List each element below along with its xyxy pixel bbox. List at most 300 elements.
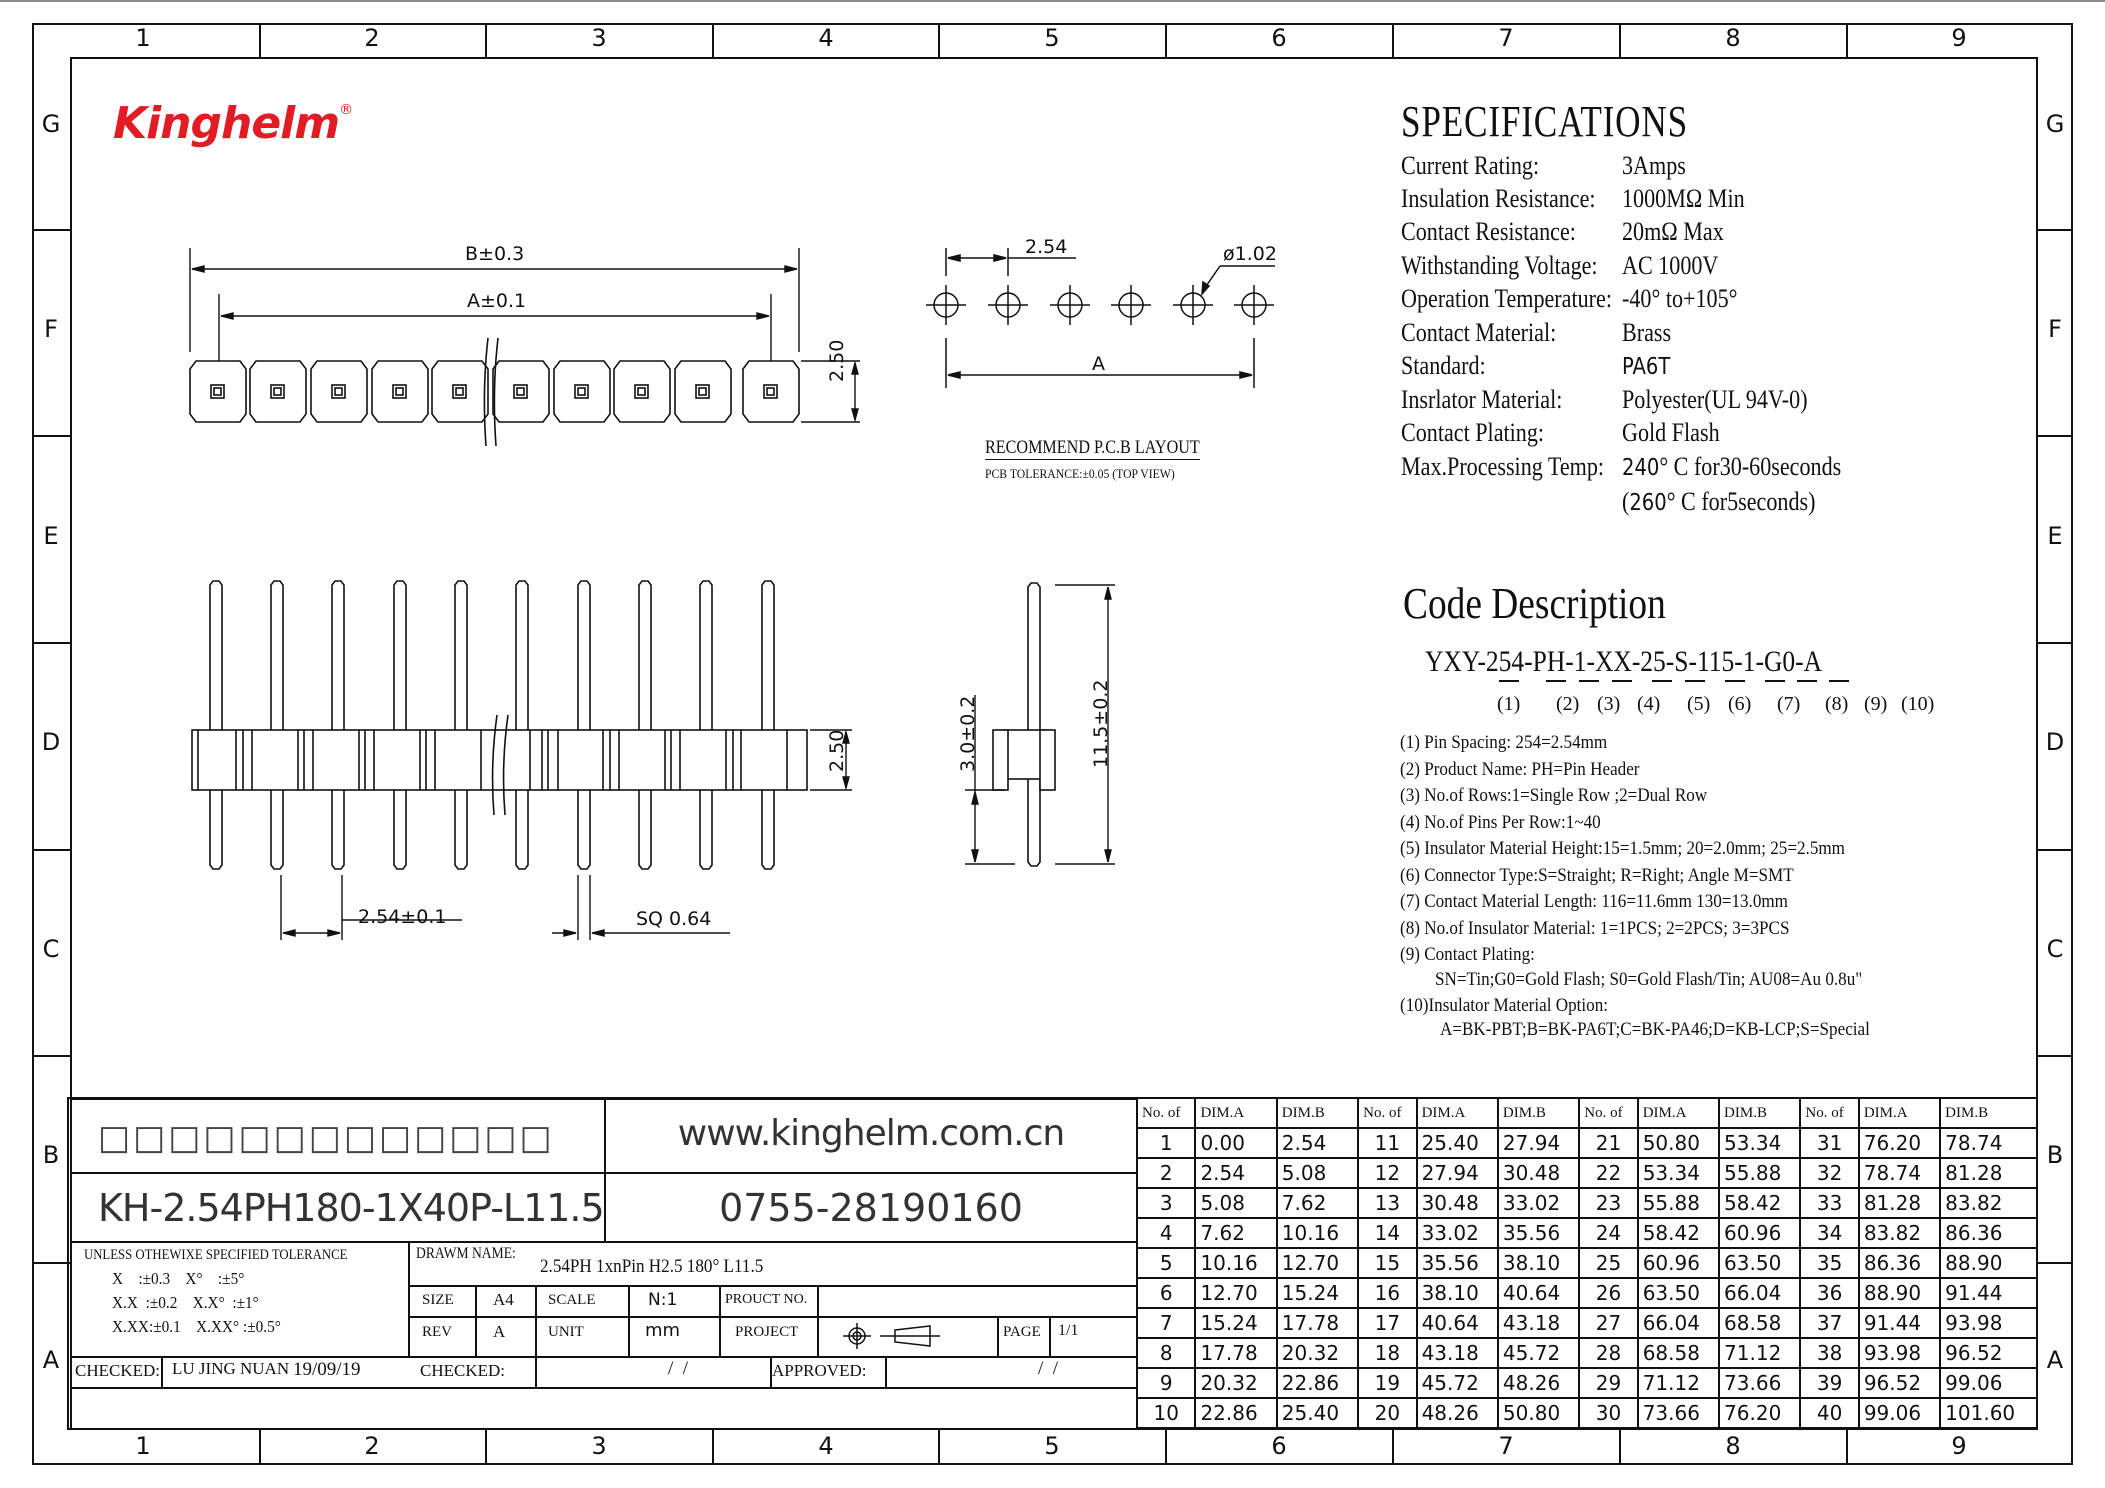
table-row [1137,1338,2037,1368]
dim-b-cell: 43.18 [1498,1308,1579,1338]
spec-value: -40° to+105° [1622,284,1738,313]
dim-b-cell: 76.20 [1719,1398,1800,1428]
zone-row-label: D [41,728,61,756]
dim-a-cell: 73.66 [1638,1398,1719,1428]
code-segment-underline [1652,680,1672,682]
pin-count-cell: 8 [1137,1338,1195,1368]
code-description-title: Code Description [1403,579,1666,628]
third-angle-projection-icon [835,1320,945,1352]
front-view-drawing [180,575,870,945]
dim-a-cell: 40.64 [1417,1308,1498,1338]
dim-b-cell: 20.32 [1277,1338,1358,1368]
product-no-label: PROUCT NO. [725,1292,808,1307]
spec-value-prefix: ( [1622,487,1630,516]
tail-length-label: 3.0±0.2 [957,695,979,772]
pin-count-cell: 33 [1800,1188,1858,1218]
pin-count-cell: 4 [1137,1218,1195,1248]
code-index: (7) [1777,693,1801,715]
spec-value: ° C for30-60seconds [1659,452,1842,481]
code-segment-underline [1725,680,1745,682]
pin-count-cell: 37 [1800,1308,1858,1338]
dim-b-cell: 33.02 [1498,1188,1579,1218]
pin-count-cell: 26 [1579,1278,1637,1308]
divider [408,1285,1138,1287]
divider [885,1356,887,1387]
table-row [1137,1308,2037,1338]
dim-b-cell: 50.80 [1498,1398,1579,1428]
dim-b-cell: 83.82 [1940,1188,2037,1218]
tol-value: ±5° [222,1269,245,1288]
code-desc-line: SN=Tin;G0=Gold Flash; S0=Gold Flash/Tin; AU08=Au 0.8u" [1435,969,1863,990]
dim-a-cell: 93.98 [1859,1338,1940,1368]
spec-label: Contact Material: [1401,318,1557,347]
tol-key: X.XX: [112,1317,154,1336]
dim-b-cell: 63.50 [1719,1248,1800,1278]
col-header-dim-a: DIM.A [1417,1098,1498,1128]
dim-a-cell: 33.02 [1417,1218,1498,1248]
code-desc-line: (1) Pin Spacing: 254=2.54mm [1400,732,1608,753]
part-number: KH-2.54PH180-1X40P-L11.5 [98,1186,604,1230]
divider [628,1285,630,1356]
project-label: PROJECT [735,1324,799,1340]
code-desc-line: (10)Insulator Material Option: [1400,995,1608,1016]
zone-divider [2038,849,2073,851]
dim-b-cell: 48.26 [1498,1368,1579,1398]
pin-count-cell: 34 [1800,1218,1858,1248]
zone-divider [259,23,261,57]
scale-label: SCALE [548,1292,596,1308]
dim-b-cell: 12.70 [1277,1248,1358,1278]
dim-b-cell: 78.74 [1940,1128,2037,1158]
dim-b-cell: 35.56 [1498,1218,1579,1248]
table-row [1137,1158,2037,1188]
drawn-name-label: DRAWM NAME: [416,1245,516,1262]
code-index: (6) [1728,693,1752,715]
zone-col-label: 7 [1498,1432,1514,1460]
spec-value: ° C for5seconds) [1666,487,1816,516]
zone-col-label: 1 [135,24,151,52]
dim-b-cell: 22.86 [1277,1368,1358,1398]
col-header-dim-b: DIM.B [1277,1098,1358,1128]
zone-divider [2038,1055,2073,1057]
tol-value: ±1° [236,1293,259,1312]
checked-date: 19/09/19 [293,1359,361,1380]
spec-value: 3Amps [1622,151,1686,180]
pin-count-cell: 9 [1137,1368,1195,1398]
page-top-edge [0,0,2105,2]
dim-b-cell: 73.66 [1719,1368,1800,1398]
zone-divider [2038,435,2073,437]
dim-b-cell: 17.78 [1277,1308,1358,1338]
zone-col-label: 8 [1725,24,1741,52]
pin-count-cell: 16 [1358,1278,1416,1308]
pin-count-cell: 32 [1800,1158,1858,1188]
tol-key: X.X° : [192,1293,237,1312]
code-desc-line: (8) No.of Insulator Material: 1=1PCS; 2=2PCS; 3=3PCS [1400,918,1790,939]
zone-divider [485,23,487,57]
pin-count-cell: 13 [1358,1188,1416,1218]
pin-count-cell: 18 [1358,1338,1416,1368]
divider [1049,1316,1051,1356]
tol-key: X.X : [112,1293,150,1312]
pin-count-cell: 17 [1358,1308,1416,1338]
zone-divider [32,435,70,437]
dim-b-cell: 99.06 [1940,1368,2037,1398]
code-desc-line: (7) Contact Material Length: 116=11.6mm 130=13.0mm [1400,891,1788,912]
zone-divider [259,1430,261,1465]
pin-count-cell: 5 [1137,1248,1195,1278]
zone-divider [1165,23,1167,57]
dim-a-cell: 22.86 [1195,1398,1276,1428]
checked2-date: / / [668,1358,689,1379]
dim-b-cell: 38.10 [1498,1248,1579,1278]
dim-b-cell: 58.42 [1719,1188,1800,1218]
divider [70,1387,1138,1389]
spec-contact-material [1401,318,1671,348]
code-segment-underline [1499,680,1519,682]
dim-b-cell: 86.36 [1940,1218,2037,1248]
pin-count-cell: 39 [1800,1368,1858,1398]
zone-col-label: 6 [1271,1432,1287,1460]
dim-b-cell: 96.52 [1940,1338,2037,1368]
pin-count-cell: 29 [1579,1368,1637,1398]
page-value: 1/1 [1058,1322,1079,1339]
front-height-label: 2.50 [826,729,848,772]
dim-b-cell: 10.16 [1277,1218,1358,1248]
zone-col-label: 7 [1498,24,1514,52]
size-value: A4 [493,1290,514,1309]
drawn-name-value: 2.54PH 1xnPin H2.5 180° L11.5 [540,1256,764,1277]
dim-b-cell: 25.40 [1277,1398,1358,1428]
divider [161,1356,163,1387]
zone-divider [32,849,70,851]
rev-value: A [493,1322,506,1341]
pcb-layout-title: RECOMMEND P.C.B LAYOUT [985,437,1200,458]
spec-standard [1401,351,1670,381]
company-phone: 0755-28190160 [719,1186,1023,1230]
zone-divider [2038,1262,2073,1264]
col-header-dim-a: DIM.A [1195,1098,1276,1128]
dim-b-cell: 5.08 [1277,1158,1358,1188]
dim-a-cell: 0.00 [1195,1128,1276,1158]
spec-label: Standard: [1401,351,1486,380]
code-segment-underline [1765,680,1785,682]
dim-b-label: B±0.3 [465,243,525,265]
pin-count-cell: 2 [1137,1158,1195,1188]
zone-col-label: 4 [818,24,834,52]
spec-value-number: 240 [1622,455,1660,481]
unit-value: mm [645,1320,681,1341]
spec-value: PA6T [1622,354,1671,380]
dim-a-cell: 38.10 [1417,1278,1498,1308]
code-index: (5) [1687,693,1711,715]
spec-insulator-material [1401,385,1808,415]
pin-count-cell: 14 [1358,1218,1416,1248]
dim-a-cell: 55.88 [1638,1188,1719,1218]
spec-value: Gold Flash [1622,418,1720,447]
zone-col-label: 6 [1271,24,1287,52]
dim-a-cell: 5.08 [1195,1188,1276,1218]
zone-divider [2038,642,2073,644]
checked-label: CHECKED: [75,1361,160,1380]
tol-key: X° : [185,1269,223,1288]
table-row [1137,1248,2037,1278]
divider [70,1241,1138,1243]
dim-a-cell: 88.90 [1859,1278,1940,1308]
zone-col-label: 1 [135,1432,151,1460]
zone-col-label: 2 [364,1432,380,1460]
spec-label: Insulation Resistance: [1401,184,1596,213]
dim-a-label: A±0.1 [467,290,527,312]
pin-count-cell: 40 [1800,1398,1858,1428]
zone-divider [1392,1430,1394,1465]
dim-b-cell: 27.94 [1498,1128,1579,1158]
dim-a-cell: 35.56 [1417,1248,1498,1278]
dim-b-cell: 93.98 [1940,1308,2037,1338]
spec-label: Max.Processing Temp: [1401,452,1605,481]
pin-count-cell: 27 [1579,1308,1637,1338]
tol-value: ±0.3 [142,1269,171,1288]
zone-divider [1619,23,1621,57]
spec-label: Insrlator Material: [1401,385,1563,414]
total-length-label: 11.5±0.2 [1090,679,1112,768]
spec-value-number: 260 [1629,490,1667,516]
zone-divider [1846,23,1848,57]
dim-b-cell: 91.44 [1940,1278,2037,1308]
checked-by: LU JING NUAN [172,1359,290,1378]
specifications-title: SPECIFICATIONS [1401,97,1688,146]
zone-col-label: 9 [1951,1432,1967,1460]
height-label: 2.50 [826,339,848,382]
zone-divider [1846,1430,1848,1465]
col-header-dim-a: DIM.A [1638,1098,1719,1128]
dim-a-cell: 91.44 [1859,1308,1940,1338]
dim-b-cell: 45.72 [1498,1338,1579,1368]
code-desc-line: A=BK-PBT;B=BK-PA6T;C=BK-PA46;D=KB-LCP;S=Special [1440,1019,1870,1040]
zone-divider [32,229,70,231]
pin-count-cell: 1 [1137,1128,1195,1158]
pin-count-cell: 24 [1579,1218,1637,1248]
part-code-string: YXY-254-PH-1-XX-25-S-115-1-G0-A [1425,645,1823,678]
pin-count-cell: 38 [1800,1338,1858,1368]
divider [719,1285,721,1356]
zone-col-label: 3 [591,1432,607,1460]
code-index: (2) [1556,693,1580,715]
zone-row-label: G [41,110,61,138]
spec-operation-temperature [1401,284,1737,314]
dim-a-cell: 58.42 [1638,1218,1719,1248]
dim-a-cell: 48.26 [1417,1398,1498,1428]
code-index: (8) [1825,693,1849,715]
zone-row-label: B [42,1141,60,1169]
dim-b-cell: 71.12 [1719,1338,1800,1368]
tol-value: ±0.1 [153,1317,181,1336]
zone-row-label: D [2045,728,2065,756]
divider [535,1356,537,1387]
kinghelm-logo [113,98,352,149]
dim-b-cell: 60.96 [1719,1218,1800,1248]
zone-row-label: F [2048,315,2062,343]
spec-value: Brass [1622,318,1672,347]
dim-a-cell: 7.62 [1195,1218,1276,1248]
col-header-dim-b: DIM.B [1498,1098,1579,1128]
table-row [1137,1128,2037,1158]
dim-b-cell: 30.48 [1498,1158,1579,1188]
zone-row-label: C [42,935,60,963]
tol-key: X.XX° : [196,1317,248,1336]
pin-count-cell: 35 [1800,1248,1858,1278]
pin-count-cell: 23 [1579,1188,1637,1218]
zone-row-label: G [2045,110,2065,138]
table-row [1137,1188,2037,1218]
spec-contact-resistance [1401,217,1724,247]
dim-a-cell: 86.36 [1859,1248,1940,1278]
dim-a-cell: 2.54 [1195,1158,1276,1188]
zone-divider [938,23,940,57]
dim-b-cell: 40.64 [1498,1278,1579,1308]
dim-a-cell: 76.20 [1859,1128,1940,1158]
zone-row-label: A [42,1346,60,1374]
divider [408,1316,1138,1318]
zone-col-label: 8 [1725,1432,1741,1460]
dim-a-cell: 50.80 [1638,1128,1719,1158]
divider [70,1356,1138,1358]
spec-current-rating [1401,151,1686,181]
dim-b-cell: 2.54 [1277,1128,1358,1158]
pin-count-cell: 6 [1137,1278,1195,1308]
dim-a-cell: 10.16 [1195,1248,1276,1278]
dim-b-cell: 68.58 [1719,1308,1800,1338]
zone-divider [485,1430,487,1465]
divider [817,1285,819,1356]
dim-a-cell: 83.82 [1859,1218,1940,1248]
code-segment-underline [1546,680,1566,682]
divider [535,1285,537,1356]
pin-count-cell: 21 [1579,1128,1637,1158]
col-header-no: No. of [1800,1098,1858,1128]
pin-count-cell: 7 [1137,1308,1195,1338]
checked2-label: CHECKED: [420,1361,505,1380]
dim-b-cell: 15.24 [1277,1278,1358,1308]
size-label: SIZE [422,1292,454,1308]
spec-insulation-resistance [1401,184,1745,214]
col-header-no: No. of [1358,1098,1416,1128]
spec-value: Polyester(UL 94V-0) [1622,385,1808,414]
table-row [1137,1368,2037,1398]
tolerance-row [112,1269,244,1289]
code-index: (10) [1901,693,1935,715]
pin-count-cell: 12 [1358,1158,1416,1188]
dim-a-cell: 45.72 [1417,1368,1498,1398]
registered-mark: ® [339,102,353,118]
pin-count-cell: 36 [1800,1278,1858,1308]
dim-a-cell: 20.32 [1195,1368,1276,1398]
dim-b-cell: 101.60 [1940,1398,2037,1428]
pin-count-cell: 3 [1137,1188,1195,1218]
pin-count-cell: 22 [1579,1158,1637,1188]
approved-date: / / [1038,1358,1059,1379]
dim-a-cell: 63.50 [1638,1278,1719,1308]
company-name-cn: □□□□□□□□□□□□□ [98,1118,555,1158]
zone-divider [1165,1430,1167,1465]
zone-divider [712,23,714,57]
pcb-layout-subtitle: PCB TOLERANCE:±0.05 (TOP VIEW) [985,466,1175,481]
zone-row-label: C [2046,935,2064,963]
col-header-no: No. of [1579,1098,1637,1128]
divider [70,1172,1138,1174]
code-desc-line: (5) Insulator Material Height:15=1.5mm; 20=2.0mm; 25=2.5mm [1400,838,1845,859]
col-header-dim-a: DIM.A [1859,1098,1940,1128]
tol-value: ±0.5° [247,1317,281,1336]
zone-divider [32,642,70,644]
dim-b-cell: 88.90 [1940,1248,2037,1278]
pin-count-cell: 15 [1358,1248,1416,1278]
col-header-dim-b: DIM.B [1719,1098,1800,1128]
top-view-drawing [180,240,880,470]
zone-row-label: F [44,315,58,343]
zone-row-label: B [2046,1141,2064,1169]
dim-a-cell: 71.12 [1638,1368,1719,1398]
dim-b-cell: 53.34 [1719,1128,1800,1158]
divider [997,1316,999,1356]
zone-divider [2038,229,2073,231]
dim-a-cell: 30.48 [1417,1188,1498,1218]
tolerance-row [112,1293,259,1313]
zone-divider [712,1430,714,1465]
zone-divider [32,1055,70,1057]
dim-a-cell: 60.96 [1638,1248,1719,1278]
unit-label: UNIT [548,1324,584,1340]
spec-label: Contact Resistance: [1401,217,1576,246]
tolerance-title: UNLESS OTHEWIXE SPECIFIED TOLERANCE [84,1247,348,1263]
spec-max-processing-temp-alt [1401,487,1815,517]
spec-label: Withstanding Voltage: [1401,251,1598,280]
code-segment-underline [1612,680,1632,682]
dim-a-cell: 25.40 [1417,1128,1498,1158]
pcb-pitch-label: 2.54 [1025,236,1068,258]
spec-label: Operation Temperature: [1401,284,1612,313]
spec-max-processing-temp [1401,452,1841,482]
code-index: (3) [1597,693,1621,715]
zone-col-label: 4 [818,1432,834,1460]
dim-a-cell: 81.28 [1859,1188,1940,1218]
dim-a-cell: 15.24 [1195,1308,1276,1338]
code-desc-line: (6) Connector Type:S=Straight; R=Right; Angle M=SMT [1400,865,1794,886]
spec-value: 20mΩ Max [1622,217,1724,246]
pin-count-cell: 31 [1800,1128,1858,1158]
col-header-no: No. of [1137,1098,1195,1128]
table-row [1137,1278,2037,1308]
company-website[interactable]: www.kinghelm.com.cn [677,1113,1065,1154]
dim-a-cell: 12.70 [1195,1278,1276,1308]
scale-value: N:1 [648,1290,678,1310]
pcb-hole-label: ø1.02 [1223,243,1277,265]
spec-value: AC 1000V [1622,251,1719,280]
code-index: (9) [1864,693,1888,715]
page-label: PAGE [1003,1324,1041,1340]
dim-b-cell: 81.28 [1940,1158,2037,1188]
zone-col-label: 3 [591,24,607,52]
dim-a-cell: 68.58 [1638,1338,1719,1368]
pin-count-cell: 25 [1579,1248,1637,1278]
zone-divider [1392,23,1394,57]
spec-contact-plating [1401,418,1720,448]
pitch-label: 2.54±0.1 [358,906,447,928]
pin-count-cell: 19 [1358,1368,1416,1398]
dim-table-header [1137,1098,2037,1128]
code-desc-line: (3) No.of Rows:1=Single Row ;2=Dual Row [1400,785,1708,806]
zone-row-label: E [2047,522,2063,550]
